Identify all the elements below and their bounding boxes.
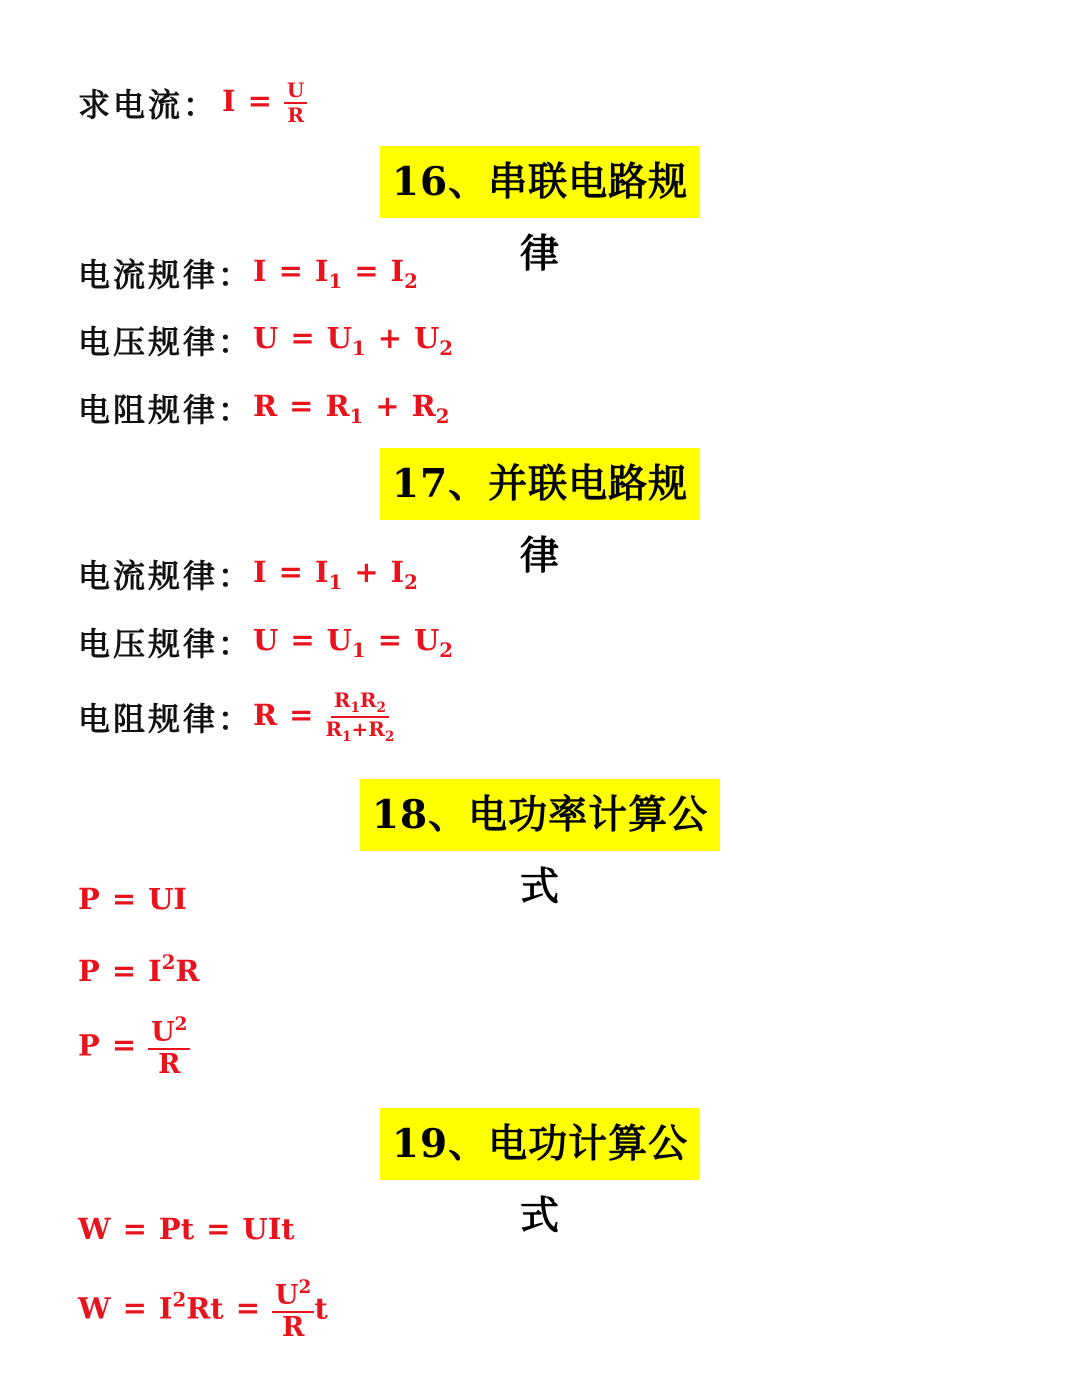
series-voltage-formula: $U = U_1 + U_2$	[253, 320, 453, 360]
parallel-resistance-row	[78, 690, 394, 744]
section-18-heading: 18、电功率计算公式	[360, 779, 720, 851]
current-formula-row	[78, 80, 307, 126]
parallel-voltage-row	[78, 619, 453, 665]
parallel-voltage-formula: $U = U_1 = U_2$	[253, 622, 453, 662]
series-resistance-row	[78, 385, 449, 431]
section-19-heading: 19、电功计算公式	[380, 1108, 700, 1180]
parallel-voltage-label: 电压规律：	[78, 625, 254, 663]
section-16-heading: 16、串联电路规律	[380, 146, 700, 218]
power-formula-3: P = $\frac{U^2}{R}$	[78, 1015, 190, 1080]
current-label: 求电流：	[78, 86, 219, 124]
work-formula-2: $W = I^2Rt$ = $\frac{U^2}{R}$ t	[78, 1277, 328, 1344]
parallel-resistance-label: 电阻规律：	[78, 700, 254, 739]
series-voltage-label: 电压规律：	[78, 323, 254, 361]
section-17-heading: 17、并联电路规律	[380, 448, 700, 520]
parallel-current-row	[78, 551, 418, 597]
series-resistance-formula: $R = R_1 + R_2$	[253, 388, 450, 428]
series-current-label: 电流规律：	[78, 256, 254, 294]
series-current-row	[78, 250, 418, 296]
power-formula-2: $P = I^2R$	[78, 950, 200, 988]
power-formula-1: P = UI	[78, 882, 187, 916]
work-formula-1: W = Pt = UIt	[78, 1212, 295, 1246]
series-current-formula: $I = I_1 = I_2$	[253, 253, 418, 293]
series-voltage-row	[78, 317, 453, 363]
parallel-current-label: 电流规律：	[78, 557, 254, 595]
current-formula: I = $\frac{U}{R}$	[222, 80, 307, 126]
parallel-resistance-formula: R = $\frac{R_1R_2}{R_1+R_2}$	[253, 688, 395, 745]
parallel-current-formula: $I = I_1 + I_2$	[253, 554, 418, 594]
series-resistance-label: 电阻规律：	[78, 391, 254, 429]
